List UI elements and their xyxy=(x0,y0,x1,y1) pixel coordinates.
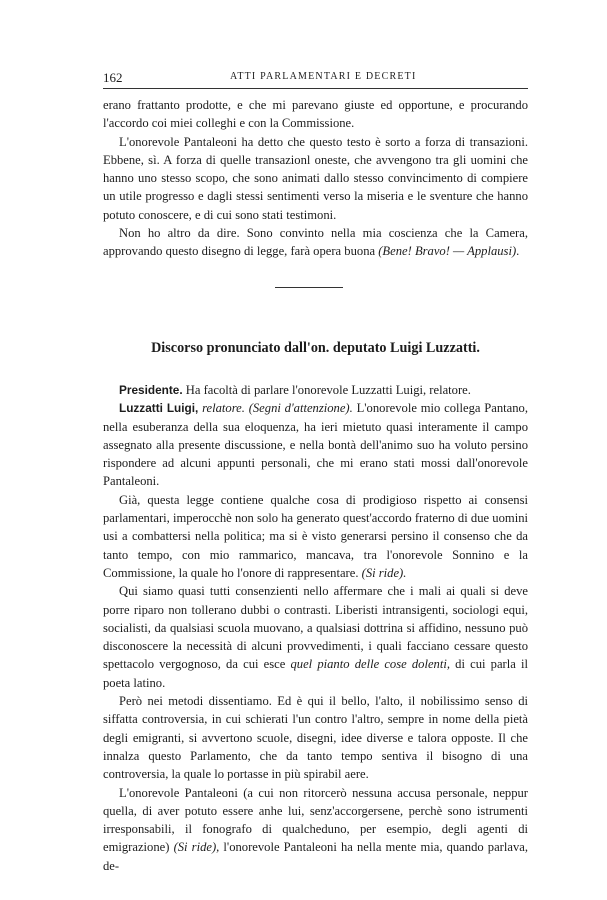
page-header xyxy=(103,70,528,86)
speaker-name: Presidente. xyxy=(119,383,183,397)
running-title: ATTI PARLAMENTARI E DECRETI xyxy=(230,71,417,82)
paragraph-end: l'onorevole Pantaleoni ha nella mente mia, quando parlava, de- xyxy=(103,840,528,873)
paragraph: L'onorevole Pantaleoni ha detto che questo testo è sorto a forza di transazioni. Ebbene, sì. A forza di quelle transazionl oneste, che avvengono tra gli uomini che hanno uno stesso scopo, che sono animati dallo stesso convincimento di compiere un utile progresso e dagli stessi sentimenti verso la miseria e le sventure che hanno potuto conoscere, e di cui sono stati testimoni. xyxy=(103,134,528,222)
paragraph xyxy=(103,381,528,399)
applause-note: (Bene! Bravo! — Applausi) xyxy=(378,244,517,259)
paragraph xyxy=(103,582,528,692)
stage-note: (Si ride), xyxy=(173,840,220,855)
header-rule xyxy=(103,88,528,89)
speaker-name: Luzzatti Luigi, xyxy=(119,401,199,416)
paragraph: Però nei metodi dissentiamo. Ed è qui il bello, l'alto, il nobilissimo senso di siffatta controversia, in cui schierati l'un contro l'altro, sempre in nome della pietà degli emigranti, si avvertono scuole, disegni, idee diverse e talora opposte. Il che innalza questo Parlamento, che da tanto tempo sentiva il bisogno di una controversia, la quale lo portasse in più spirabil aere. xyxy=(103,694,528,782)
paragraph-text: Qui siamo quasi tutti consenzienti nello affermare che i mali ai quali si deve porre riparo non tollerano dubbi o contrasti. Liberisti intransigenti, sociologi equi, socialisti, da qualsiasi scuola muovano, a qualsiasi dottrina si affidino, nessuno può disconoscere la necessità di alcuni provvedimenti, i quali facciano cessare questo spettacolo vergognoso, da cui esce xyxy=(103,584,528,672)
page-number: 162 xyxy=(103,70,123,85)
quotation: quel pianto delle cose dolenti, xyxy=(290,657,450,672)
paragraph-end: . xyxy=(516,244,520,259)
paragraph xyxy=(103,224,528,261)
stage-note: (Si ride). xyxy=(361,565,407,580)
paragraph-text: L'onorevole Pantaleoni (a cui non ritorcerò nessuna accusa personale, neppur quella, di aver potuto essere anhe lui, senz'accorgersene, perchè sono istrumenti irresponsabili, il fonografo di qualcheduno, per esempio, degli agenti di emigrazione) xyxy=(103,785,528,855)
paragraph-text: Ha facoltà di parlare l'onorevole Luzzatti Luigi, relatore. xyxy=(182,383,471,397)
text-block-continuation xyxy=(103,96,528,261)
text-block-speech xyxy=(103,381,528,875)
paragraph-text: L'onorevole mio collega Pantano, nella esuberanza della sua eloquenza, ha ieri mietuto quasi interamente il campo assegnato alla presente discussione, e nella bontà dell'animo suo ha voluto persino rispondere ad alcuni appunti personali, che mi erano stati mossi dall'onorevole Pantaleoni. xyxy=(103,401,528,489)
paragraph-text: Non ho altro da dire. Sono convinto nella mia coscienza che la Camera, approvando questo disegno di legge, farà opera buona xyxy=(103,226,528,259)
paragraph: erano frattanto prodotte, e che mi parevano giuste ed opportune, e procurando l'accordo coi miei colleghi e con la Commissione. xyxy=(103,98,528,131)
paragraph xyxy=(103,399,528,490)
paragraph xyxy=(103,784,528,875)
stage-note: relatore. (Segni d'attenzione). xyxy=(198,401,353,416)
paragraph-text: Già, questa legge contiene qualche cosa di prodigioso rispetto ai consensi parlamentari, imperocchè non solo ha generato quest'accordo fraterno di due uomini usi a combattersi nella politica; ma si è visto generarsi persino il consenso che da tanto tempo, con mio rammarico, mancava, tra l'onorevole Sonnino e la Commissione, la quale ho l'onore di rappresentare. xyxy=(103,492,528,580)
paragraph xyxy=(103,491,528,582)
section-separator xyxy=(275,287,343,288)
section-heading: Discorso pronunciato dall'on. deputato Luigi Luzzatti. xyxy=(151,340,480,356)
paragraph-end: di cui parla il poeta latino. xyxy=(103,657,528,690)
